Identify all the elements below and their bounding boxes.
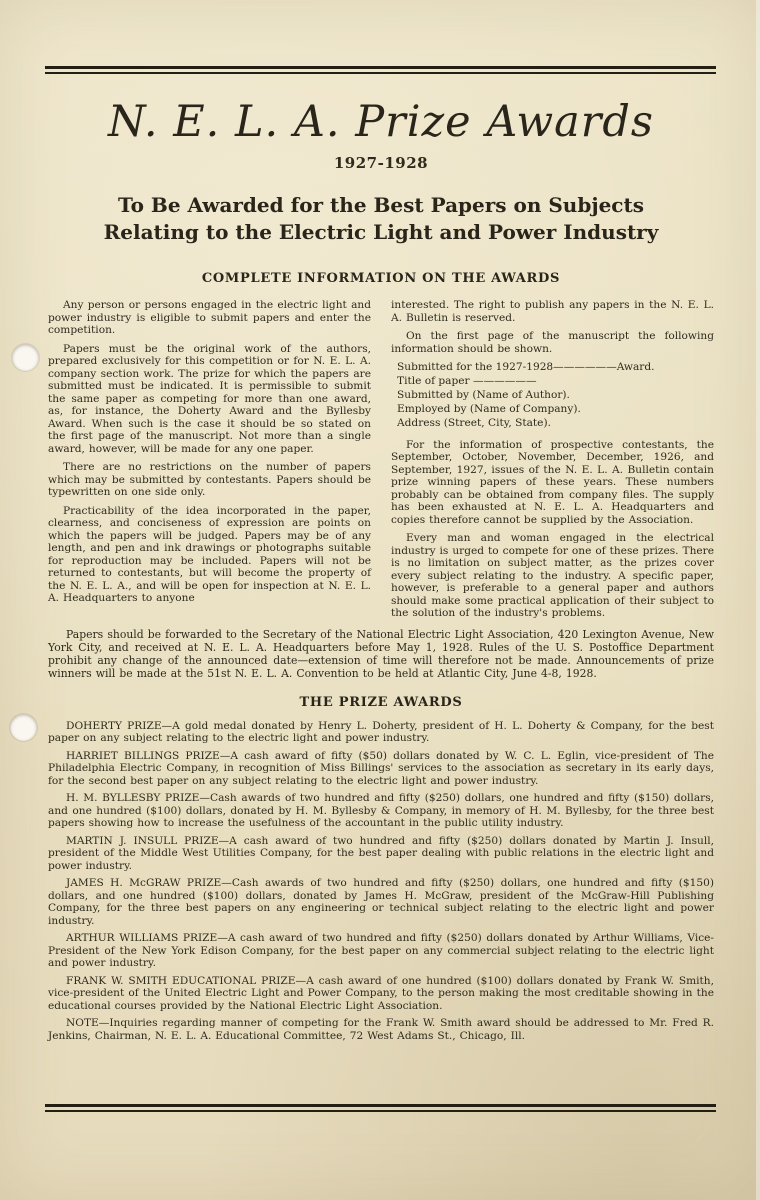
- awards-section-heading: THE PRIZE AWARDS: [299, 694, 463, 710]
- subtitle-line-1: To Be Awarded for the Best Papers on Subjects: [118, 193, 644, 218]
- manuscript-line-submitted-by: Submitted by (Name of Author).: [397, 389, 570, 402]
- prize-mcgraw: JAMES H. McGRAW PRIZE—Cash awards of two hundred and fifty ($250) dollars, one hundred and fifty ($150) dollars, and one hundred ($100) dollars, donated by James H. McGraw, president of the McGraw-Hill Publishing Company, for the three best papers on any engineering or technical subject relating to the electric light and power industry.: [48, 877, 714, 927]
- info-columns: [48, 299, 714, 626]
- manuscript-info-block: [397, 361, 714, 431]
- rule-line: [45, 1104, 716, 1107]
- prize-note: NOTE—Inquiries regarding manner of competing for the Frank W. Smith award should be addressed to Mr. Fred R. Jenkins, Chairman, N. E. L. A. Educational Committee, 72 West Adams St., Chicago, Ill.: [48, 1017, 714, 1042]
- manuscript-line-submitted-for: Submitted for the 1927-1928——————Award.: [397, 361, 655, 374]
- manuscript-line-address: Address (Street, City, State).: [397, 417, 551, 430]
- prize-frank-smith: FRANK W. SMITH EDUCATIONAL PRIZE—A cash award of one hundred ($100) dollars donated by Frank W. Smith, vice-president of the United Electric Light and Power Company, to the person making the most creditable showing in the educational courses provided by the National Electric Light Association.: [48, 974, 714, 1012]
- prize-arthur-williams: ARTHUR WILLIAMS PRIZE—A cash award of two hundred and fifty ($250) dollars donated by Arthur Williams, Vice-President of the New York Edison Company, for the best paper on any commercial subject relating to the electric light and power industry.: [48, 932, 714, 970]
- info-paragraph-first-page: On the first page of the manuscript the following information should be shown.: [391, 330, 714, 355]
- info-section-heading: COMPLETE INFORMATION ON THE AWARDS: [201, 271, 561, 287]
- info-paragraph-judging: Practicability of the idea incorporated in the paper, clearness, and conciseness of expression are points on which the papers will be judged. Papers may be of any length, and pen and ink drawings or photographs suitable for reproduction may be included. Papers will not be returned to contestants, but will become the property of the N. E. L. A., and will be open for inspection at N. E. L. A. Headquarters to anyone: [48, 504, 371, 605]
- info-left-column: [48, 299, 371, 626]
- info-paragraph-urged-to-compete: Every man and woman engaged in the electrical industry is urged to compete for one of these prizes. There is no limitation on subject matter, as the prizes cover every subject relating to the industry. A specific paper, however, is preferable to a general paper and authors should make some practical application of their subject to the solution of the industry's problems.: [391, 532, 714, 620]
- prize-insull: MARTIN J. INSULL PRIZE—A cash award of two hundred and fifty ($250) dollars donated by Martin J. Insull, president of the Middle West Utilities Company, for the best paper dealing with public relations in the electric light and power industry.: [48, 834, 714, 872]
- info-paragraph-publish-rights: interested. The right to publish any papers in the N. E. L. A. Bulletin is reserved.: [391, 299, 714, 324]
- rule-line: [45, 1110, 716, 1112]
- info-paragraph-eligibility: Any person or persons engaged in the electric light and power industry is eligible to submit papers and enter the competition.: [48, 299, 371, 337]
- info-paragraph-original-work: Papers must be the original work of the authors, prepared exclusively for this competition or for N. E. L. A. company section work. The prize for which the papers are submitted must be indicated. It is permissible to submit the same paper as competing for more than one award, as, for instance, the Doherty Award and the Byllesby Award. When such is the case it should be so stated on the first page of the manuscript. Not more than a single award, however, will be made for any one paper.: [48, 342, 371, 455]
- manuscript-line-employed-by: Employed by (Name of Company).: [397, 403, 581, 416]
- manuscript-line-title: Title of paper ——————: [397, 375, 537, 388]
- prize-list: [48, 720, 714, 1043]
- prize-byllesby: H. M. BYLLESBY PRIZE—Cash awards of two hundred and fifty ($250) dollars, one hundred and fifty ($150) dollars, and one hundred ($100) dollars, donated by H. M. Byllesby & Company, in memory of H. M. Byllesby, for the three best papers showing how to increase the usefulness of the accountant in the public utility industry.: [48, 792, 714, 830]
- award-period: 1927-1928: [333, 154, 429, 173]
- prize-doherty: DOHERTY PRIZE—A gold medal donated by Henry L. Doherty, president of H. L. Doherty & Company, for the best paper on any subject relating to the electric light and power industry.: [48, 719, 714, 745]
- info-right-column: [391, 299, 714, 626]
- subtitle: [48, 192, 714, 246]
- subtitle-line-2: Relating to the Electric Light and Power Industry: [103, 220, 659, 245]
- info-paragraph-no-restrictions: There are no restrictions on the number of papers which may be submitted by contestants. Papers should be typewritten on one side only.: [48, 461, 371, 499]
- bottom-double-rule: [45, 1104, 716, 1112]
- forwarding-instructions-paragraph: Papers should be forwarded to the Secretary of the National Electric Light Association, 420 Lexington Avenue, New York City, and received at N. E. L. A. Headquarters before May 1, 1928. Rules of the U. S. Postoffice Department prohibit any change of the announced date—extension of time will therefore not be made. Announcements of prize winners will be made at the 51st N. E. L. A. Convention to be held at Atlantic City, June 4-8, 1928.: [48, 627, 714, 680]
- prize-harriet-billings: HARRIET BILLINGS PRIZE—A cash award of fifty ($50) dollars donated by W. C. L. Eglin, vice-president of The Philadelphia Electric Company, in recognition of Miss Billings' services to the association as secretary in its early days, for the second best paper on any subject relating to the electric light and power industry.: [48, 749, 714, 787]
- info-paragraph-bulletin-issues: For the information of prospective contestants, the September, October, November, December, 1926, and September, 1927, issues of the N. E. L. A. Bulletin contain prize winning papers of these years. These numbers probably can be obtained from company files. The supply has been exhausted at N. E. L. A. Headquarters and copies therefore cannot be supplied by the Association.: [391, 438, 714, 526]
- page-title: N. E. L. A. Prize Awards: [108, 97, 654, 147]
